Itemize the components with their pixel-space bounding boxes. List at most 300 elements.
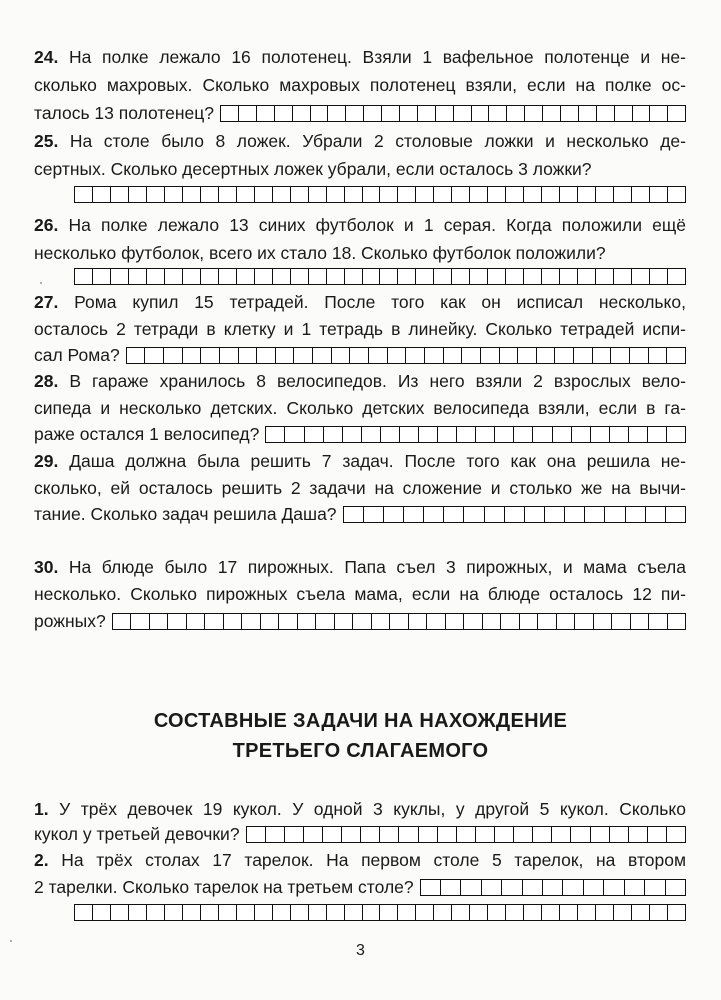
answer-cell[interactable] bbox=[434, 187, 452, 202]
answer-cell[interactable] bbox=[372, 614, 391, 629]
answer-cell[interactable] bbox=[646, 507, 666, 522]
answer-cell[interactable] bbox=[645, 880, 665, 895]
problem-30-line-3: рожных? bbox=[34, 610, 686, 632]
answer-cell[interactable] bbox=[560, 269, 578, 284]
answer-cell[interactable] bbox=[596, 905, 614, 920]
answer-cell[interactable] bbox=[632, 905, 650, 920]
answer-cell[interactable] bbox=[501, 614, 520, 629]
answer-cell[interactable] bbox=[327, 187, 345, 202]
answer-cell[interactable] bbox=[464, 614, 483, 629]
answer-cell[interactable] bbox=[165, 905, 183, 920]
answer-cell[interactable] bbox=[309, 269, 327, 284]
answer-cell[interactable] bbox=[327, 905, 345, 920]
answer-cell[interactable] bbox=[309, 905, 327, 920]
answer-cell[interactable] bbox=[345, 187, 363, 202]
answer-cell[interactable] bbox=[237, 905, 255, 920]
problem-28-line-1: 28. В гараже хранилось 8 велосипедов. Из него взяли 2 взрослых вело- bbox=[34, 371, 686, 391]
answer-cell[interactable] bbox=[304, 827, 323, 842]
answer-cell[interactable] bbox=[668, 614, 687, 629]
answer-cell[interactable] bbox=[93, 269, 111, 284]
answer-cell[interactable] bbox=[201, 905, 219, 920]
answer-cell[interactable] bbox=[242, 614, 261, 629]
answer-cell[interactable] bbox=[313, 348, 332, 363]
answer-cell[interactable] bbox=[533, 827, 552, 842]
answer-grid[interactable] bbox=[343, 506, 686, 523]
section-problem-1-line-2: кукол у третьей девочки? bbox=[34, 823, 686, 845]
problem-number: 2. bbox=[34, 850, 49, 870]
answer-cell[interactable] bbox=[147, 905, 165, 920]
answer-cell[interactable] bbox=[257, 106, 275, 121]
answer-cell[interactable] bbox=[667, 348, 686, 363]
answer-cell[interactable] bbox=[201, 269, 219, 284]
answer-cell[interactable] bbox=[364, 106, 382, 121]
answer-cell[interactable] bbox=[470, 905, 488, 920]
answer-cell[interactable] bbox=[219, 905, 237, 920]
answer-cell[interactable] bbox=[524, 905, 542, 920]
answer-cell[interactable] bbox=[464, 507, 484, 522]
answer-cell[interactable] bbox=[324, 427, 343, 442]
answer-cell[interactable] bbox=[446, 614, 465, 629]
answer-grid[interactable] bbox=[126, 347, 686, 364]
answer-cell[interactable] bbox=[438, 827, 457, 842]
answer-cell[interactable] bbox=[187, 614, 206, 629]
answer-cell[interactable] bbox=[542, 187, 560, 202]
answer-cell[interactable] bbox=[632, 269, 650, 284]
answer-cell[interactable] bbox=[266, 427, 285, 442]
answer-cell[interactable] bbox=[518, 348, 537, 363]
answer-cell[interactable] bbox=[239, 106, 257, 121]
answer-cell[interactable] bbox=[285, 827, 304, 842]
answer-cell[interactable] bbox=[421, 880, 441, 895]
problem-26-line-2: несколько футболок, всего их стало 18. Сколько футболок положили? bbox=[34, 243, 606, 263]
answer-cell[interactable] bbox=[488, 269, 506, 284]
answer-cell[interactable] bbox=[335, 614, 354, 629]
answer-cell[interactable] bbox=[382, 106, 400, 121]
answer-cell[interactable] bbox=[476, 427, 495, 442]
answer-cell[interactable] bbox=[369, 348, 388, 363]
answer-grid[interactable] bbox=[112, 613, 686, 630]
answer-cell[interactable] bbox=[452, 905, 470, 920]
answer-cell[interactable] bbox=[261, 614, 280, 629]
answer-cell[interactable] bbox=[633, 106, 651, 121]
answer-grid[interactable] bbox=[220, 105, 686, 122]
answer-cell[interactable] bbox=[255, 905, 273, 920]
answer-cell[interactable] bbox=[485, 507, 505, 522]
answer-cell[interactable] bbox=[610, 427, 629, 442]
answer-cell[interactable] bbox=[129, 905, 147, 920]
problem-number: 30. bbox=[34, 557, 59, 577]
answer-cell[interactable] bbox=[150, 614, 169, 629]
problem-number: 29. bbox=[34, 451, 59, 471]
answer-cell[interactable] bbox=[221, 106, 239, 121]
answer-cell[interactable] bbox=[629, 427, 648, 442]
answer-cell[interactable] bbox=[495, 427, 514, 442]
answer-cell[interactable] bbox=[538, 614, 557, 629]
answer-cell[interactable] bbox=[255, 269, 273, 284]
problem-27-line-2: осталось 2 тетради в клетку и 1 тетрадь в линейку. Сколько тетрадей испи- bbox=[34, 319, 686, 339]
answer-cell[interactable] bbox=[145, 348, 164, 363]
answer-cell[interactable] bbox=[523, 880, 543, 895]
answer-cell[interactable] bbox=[390, 614, 409, 629]
answer-cell[interactable] bbox=[291, 269, 309, 284]
answer-cell[interactable] bbox=[452, 187, 470, 202]
answer-cell[interactable] bbox=[525, 106, 543, 121]
answer-cell[interactable] bbox=[400, 106, 418, 121]
answer-cell[interactable] bbox=[294, 348, 313, 363]
answer-cell[interactable] bbox=[444, 507, 464, 522]
answer-cell[interactable] bbox=[667, 827, 686, 842]
answer-cell[interactable] bbox=[584, 880, 604, 895]
answer-cell[interactable] bbox=[668, 187, 686, 202]
problem-25-line-1: 25. На столе было 8 ложек. Убрали 2 столовые ложки и несколько де- bbox=[34, 131, 686, 151]
answer-cell[interactable] bbox=[631, 614, 650, 629]
problem-30-line-2: несколько. Сколько пирожных съела мама, если на блюде осталось 12 пи- bbox=[34, 584, 686, 604]
answer-cell[interactable] bbox=[427, 614, 446, 629]
answer-cell[interactable] bbox=[506, 269, 524, 284]
answer-cell[interactable] bbox=[545, 507, 565, 522]
answer-cell[interactable] bbox=[626, 507, 646, 522]
answer-cell[interactable] bbox=[591, 427, 610, 442]
answer-cell[interactable] bbox=[345, 905, 363, 920]
answer-cell[interactable] bbox=[398, 269, 416, 284]
answer-grid[interactable] bbox=[74, 268, 686, 285]
problem-30-line-1: 30. На блюде было 17 пирожных. Папа съел 3 пирожных, и мама съела bbox=[34, 557, 686, 577]
answer-cell[interactable] bbox=[614, 269, 632, 284]
answer-cell[interactable] bbox=[311, 106, 329, 121]
answer-cell[interactable] bbox=[219, 187, 237, 202]
answer-cell[interactable] bbox=[667, 427, 686, 442]
answer-cell[interactable] bbox=[668, 905, 686, 920]
section-problem-2-line-2: 2 тарелки. Сколько тарелок на третьем столе? bbox=[34, 876, 686, 898]
problem-number: 26. bbox=[34, 215, 59, 235]
answer-cell[interactable] bbox=[305, 427, 324, 442]
answer-cell[interactable] bbox=[424, 507, 444, 522]
answer-cell[interactable] bbox=[425, 348, 444, 363]
answer-cell[interactable] bbox=[630, 348, 649, 363]
answer-cell[interactable] bbox=[612, 614, 631, 629]
answer-grid[interactable] bbox=[420, 879, 686, 896]
answer-cell[interactable] bbox=[380, 269, 398, 284]
answer-cell[interactable] bbox=[524, 269, 542, 284]
answer-cell[interactable] bbox=[344, 507, 364, 522]
answer-cell[interactable] bbox=[237, 187, 255, 202]
answer-cell[interactable] bbox=[224, 614, 243, 629]
answer-cell[interactable] bbox=[93, 187, 111, 202]
answer-cell[interactable] bbox=[93, 905, 111, 920]
problem-number: 25. bbox=[34, 131, 59, 151]
answer-cell[interactable] bbox=[452, 269, 470, 284]
answer-cell[interactable] bbox=[276, 348, 295, 363]
problem-27-line-1: 27. Рома купил 15 тетрадей. После того как он исписал несколько, bbox=[34, 292, 686, 312]
answer-cell[interactable] bbox=[237, 269, 255, 284]
answer-cell[interactable] bbox=[557, 614, 576, 629]
answer-cell[interactable] bbox=[416, 187, 434, 202]
answer-grid[interactable] bbox=[265, 426, 686, 443]
answer-cell[interactable] bbox=[75, 187, 93, 202]
problem-number: 1. bbox=[34, 799, 49, 819]
answer-cell[interactable] bbox=[434, 269, 452, 284]
answer-cell[interactable] bbox=[293, 106, 311, 121]
answer-cell[interactable] bbox=[461, 880, 481, 895]
answer-cell[interactable] bbox=[434, 905, 452, 920]
answer-cell[interactable] bbox=[488, 187, 506, 202]
answer-cell[interactable] bbox=[553, 427, 572, 442]
answer-cell[interactable] bbox=[273, 905, 291, 920]
answer-cell[interactable] bbox=[273, 187, 291, 202]
answer-cell[interactable] bbox=[604, 880, 624, 895]
answer-cell[interactable] bbox=[561, 106, 579, 121]
answer-cell[interactable] bbox=[543, 106, 561, 121]
answer-cell[interactable] bbox=[505, 507, 525, 522]
answer-cell[interactable] bbox=[350, 348, 369, 363]
answer-cell[interactable] bbox=[555, 348, 574, 363]
answer-cell[interactable] bbox=[560, 187, 578, 202]
answer-cell[interactable] bbox=[596, 269, 614, 284]
answer-cell[interactable] bbox=[419, 427, 438, 442]
answer-cell[interactable] bbox=[165, 187, 183, 202]
answer-cell[interactable] bbox=[384, 507, 404, 522]
answer-cell[interactable] bbox=[398, 905, 416, 920]
section-title-line-2: ТРЕТЬЕГО СЛАГАЕМОГО bbox=[232, 740, 489, 762]
answer-cell[interactable] bbox=[111, 905, 129, 920]
answer-cell[interactable] bbox=[406, 348, 425, 363]
answer-cell[interactable] bbox=[183, 905, 201, 920]
answer-cell[interactable] bbox=[285, 427, 304, 442]
answer-cell[interactable] bbox=[416, 905, 434, 920]
answer-cell[interactable] bbox=[266, 827, 285, 842]
answer-cell[interactable] bbox=[502, 880, 522, 895]
answer-cell[interactable] bbox=[578, 269, 596, 284]
answer-cell[interactable] bbox=[625, 880, 645, 895]
answer-cell[interactable] bbox=[247, 827, 266, 842]
answer-cell[interactable] bbox=[183, 187, 201, 202]
answer-cell[interactable] bbox=[666, 507, 686, 522]
answer-cell[interactable] bbox=[309, 187, 327, 202]
problem-24-line-1: 24. На полке лежало 16 полотенец. Взяли 1 вафельное полотенце и не- bbox=[34, 47, 686, 67]
answer-cell[interactable] bbox=[75, 269, 93, 284]
answer-cell[interactable] bbox=[476, 827, 495, 842]
answer-grid[interactable] bbox=[74, 904, 686, 921]
answer-cell[interactable] bbox=[361, 827, 380, 842]
answer-cell[interactable] bbox=[650, 269, 668, 284]
answer-cell[interactable] bbox=[275, 106, 293, 121]
answer-cell[interactable] bbox=[400, 427, 419, 442]
answer-grid[interactable] bbox=[74, 186, 686, 203]
answer-cell[interactable] bbox=[489, 106, 507, 121]
answer-cell[interactable] bbox=[220, 348, 239, 363]
answer-cell[interactable] bbox=[147, 187, 165, 202]
answer-cell[interactable] bbox=[514, 827, 533, 842]
answer-cell[interactable] bbox=[219, 269, 237, 284]
answer-cell[interactable] bbox=[457, 827, 476, 842]
answer-cell[interactable] bbox=[563, 880, 583, 895]
answer-cell[interactable] bbox=[629, 827, 648, 842]
answer-cell[interactable] bbox=[462, 348, 481, 363]
answer-cell[interactable] bbox=[363, 905, 381, 920]
answer-cell[interactable] bbox=[571, 827, 590, 842]
answer-cell[interactable] bbox=[594, 614, 613, 629]
answer-cell[interactable] bbox=[111, 269, 129, 284]
answer-cell[interactable] bbox=[482, 880, 502, 895]
answer-cell[interactable] bbox=[255, 187, 273, 202]
answer-cell[interactable] bbox=[537, 348, 556, 363]
answer-cell[interactable] bbox=[578, 905, 596, 920]
answer-cell[interactable] bbox=[298, 614, 317, 629]
answer-cell[interactable] bbox=[273, 269, 291, 284]
section-problem-1-line-1: 1. У трёх девочек 19 кукол. У одной 3 куклы, у другой 5 кукол. Сколько bbox=[34, 799, 686, 819]
answer-cell[interactable] bbox=[363, 187, 381, 202]
answer-cell[interactable] bbox=[362, 427, 381, 442]
answer-cell[interactable] bbox=[565, 507, 585, 522]
answer-cell[interactable] bbox=[404, 507, 424, 522]
answer-cell[interactable] bbox=[596, 187, 614, 202]
answer-cell[interactable] bbox=[418, 106, 436, 121]
answer-cell[interactable] bbox=[291, 187, 309, 202]
answer-cell[interactable] bbox=[327, 269, 345, 284]
problem-26-line-1: 26. На полке лежало 13 синих футболок и 1 серая. Когда положили ещё bbox=[34, 215, 686, 235]
answer-cell[interactable] bbox=[614, 187, 632, 202]
answer-cell[interactable] bbox=[342, 827, 361, 842]
answer-cell[interactable] bbox=[514, 427, 533, 442]
answer-cell[interactable] bbox=[323, 827, 342, 842]
answer-cell[interactable] bbox=[129, 269, 147, 284]
answer-cell[interactable] bbox=[520, 614, 539, 629]
answer-cell[interactable] bbox=[165, 269, 183, 284]
answer-cell[interactable] bbox=[113, 614, 132, 629]
answer-cell[interactable] bbox=[436, 106, 454, 121]
answer-cell[interactable] bbox=[201, 348, 220, 363]
answer-cell[interactable] bbox=[525, 507, 545, 522]
answer-cell[interactable] bbox=[650, 905, 668, 920]
scan-speck bbox=[40, 282, 42, 284]
answer-cell[interactable] bbox=[457, 427, 476, 442]
answer-cell[interactable] bbox=[364, 507, 384, 522]
answer-cell[interactable] bbox=[416, 269, 434, 284]
answer-cell[interactable] bbox=[572, 427, 591, 442]
answer-cell[interactable] bbox=[481, 348, 500, 363]
answer-cell[interactable] bbox=[605, 507, 625, 522]
answer-cell[interactable] bbox=[328, 106, 346, 121]
answer-cell[interactable] bbox=[668, 269, 686, 284]
answer-cell[interactable] bbox=[380, 827, 399, 842]
answer-cell[interactable] bbox=[168, 614, 187, 629]
answer-cell[interactable] bbox=[495, 827, 514, 842]
answer-cell[interactable] bbox=[111, 187, 129, 202]
answer-cell[interactable] bbox=[239, 348, 258, 363]
scan-speck bbox=[10, 940, 12, 942]
answer-cell[interactable] bbox=[388, 348, 407, 363]
answer-cell[interactable] bbox=[398, 187, 416, 202]
answer-cell[interactable] bbox=[279, 614, 298, 629]
answer-cell[interactable] bbox=[438, 427, 457, 442]
answer-cell[interactable] bbox=[470, 187, 488, 202]
answer-cell[interactable] bbox=[444, 348, 463, 363]
answer-cell[interactable] bbox=[593, 348, 612, 363]
answer-cell[interactable] bbox=[131, 614, 150, 629]
answer-cell[interactable] bbox=[575, 614, 594, 629]
answer-cell[interactable] bbox=[381, 427, 400, 442]
answer-cell[interactable] bbox=[533, 427, 552, 442]
answer-cell[interactable] bbox=[380, 905, 398, 920]
answer-cell[interactable] bbox=[650, 187, 668, 202]
answer-cell[interactable] bbox=[164, 348, 183, 363]
answer-cell[interactable] bbox=[483, 614, 502, 629]
answer-cell[interactable] bbox=[524, 187, 542, 202]
answer-cell[interactable] bbox=[332, 348, 351, 363]
answer-grid[interactable] bbox=[246, 826, 686, 843]
answer-cell[interactable] bbox=[574, 348, 593, 363]
answer-cell[interactable] bbox=[346, 106, 364, 121]
answer-cell[interactable] bbox=[183, 348, 202, 363]
answer-cell[interactable] bbox=[597, 106, 615, 121]
answer-cell[interactable] bbox=[454, 106, 472, 121]
answer-cell[interactable] bbox=[257, 348, 276, 363]
answer-cell[interactable] bbox=[649, 348, 668, 363]
answer-cell[interactable] bbox=[506, 905, 524, 920]
answer-cell[interactable] bbox=[472, 106, 490, 121]
answer-cell[interactable] bbox=[507, 106, 525, 121]
answer-cell[interactable] bbox=[441, 880, 461, 895]
answer-cell[interactable] bbox=[343, 427, 362, 442]
answer-cell[interactable] bbox=[542, 905, 560, 920]
answer-cell[interactable] bbox=[649, 614, 668, 629]
answer-cell[interactable] bbox=[363, 269, 381, 284]
answer-cell[interactable] bbox=[353, 614, 372, 629]
answer-cell[interactable] bbox=[506, 187, 524, 202]
problem-number: 27. bbox=[34, 292, 59, 312]
answer-cell[interactable] bbox=[205, 614, 224, 629]
answer-cell[interactable] bbox=[291, 905, 309, 920]
answer-cell[interactable] bbox=[579, 106, 597, 121]
answer-cell[interactable] bbox=[147, 269, 165, 284]
answer-cell[interactable] bbox=[201, 187, 219, 202]
problem-24-line-3: талось 13 полотенец? bbox=[34, 102, 686, 124]
answer-cell[interactable] bbox=[543, 880, 563, 895]
answer-cell[interactable] bbox=[129, 187, 147, 202]
answer-cell[interactable] bbox=[648, 427, 667, 442]
answer-cell[interactable] bbox=[542, 269, 560, 284]
answer-cell[interactable] bbox=[316, 614, 335, 629]
answer-cell[interactable] bbox=[470, 269, 488, 284]
answer-cell[interactable] bbox=[560, 905, 578, 920]
problem-number: 28. bbox=[34, 371, 59, 391]
answer-cell[interactable] bbox=[585, 507, 605, 522]
answer-cell[interactable] bbox=[419, 827, 438, 842]
answer-cell[interactable] bbox=[409, 614, 428, 629]
answer-cell[interactable] bbox=[632, 187, 650, 202]
answer-cell[interactable] bbox=[75, 905, 93, 920]
answer-cell[interactable] bbox=[380, 187, 398, 202]
answer-cell[interactable] bbox=[650, 106, 668, 121]
answer-cell[interactable] bbox=[345, 269, 363, 284]
answer-cell[interactable] bbox=[591, 827, 610, 842]
answer-cell[interactable] bbox=[127, 348, 146, 363]
answer-cell[interactable] bbox=[488, 905, 506, 920]
problem-28-line-2: сипеда и несколько детских. Сколько детских велосипеда взяли, если в га- bbox=[34, 398, 686, 418]
answer-cell[interactable] bbox=[610, 827, 629, 842]
answer-cell[interactable] bbox=[666, 880, 686, 895]
answer-cell[interactable] bbox=[399, 827, 418, 842]
answer-cell[interactable] bbox=[578, 187, 596, 202]
answer-cell[interactable] bbox=[611, 348, 630, 363]
answer-cell[interactable] bbox=[552, 827, 571, 842]
answer-cell[interactable] bbox=[183, 269, 201, 284]
answer-cell[interactable] bbox=[615, 106, 633, 121]
answer-cell[interactable] bbox=[668, 106, 686, 121]
answer-cell[interactable] bbox=[614, 905, 632, 920]
answer-cell[interactable] bbox=[648, 827, 667, 842]
answer-cell[interactable] bbox=[500, 348, 519, 363]
